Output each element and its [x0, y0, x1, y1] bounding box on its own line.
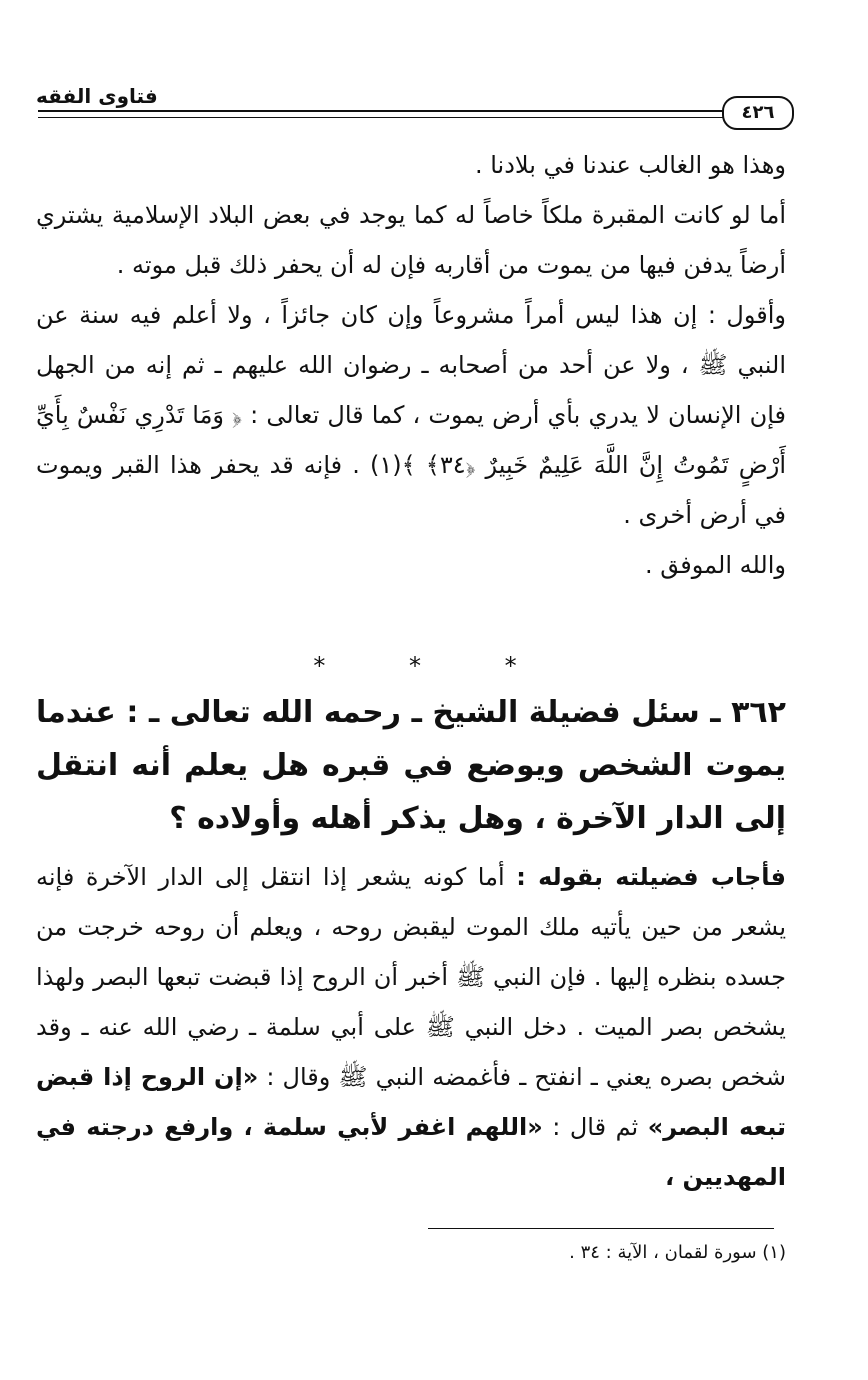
header-rule [38, 110, 724, 112]
paragraph-3: وأقول : إن هذا ليس أمراً مشروعاً وإن كان جائزاً ، ولا أعلم فيه سنة عن النبي ﷺ ، ولا عن أحد من أصحابه ـ رضوان الله عليهم ـ ثم إنه من الجهل فإن الإنسان لا يدري بأي أرض يموت ، كما قال تعالى : ﴿ وَمَا تَدْرِي نَفْسٌ بِأَيِّ أَرْضٍ تَمُوتُ إِنَّ اللَّهَ عَلِيمٌ خَبِيرٌ ﴿٣٤﴾ ﴾(١) . فإنه قد يحفر هذا القبر ويموت في أرض أخرى . [36, 301, 787, 529]
question-heading: ٣٦٢ ـ سئل فضيلة الشيخ ـ رحمه الله تعالى ـ : عندما يموت الشخص ويوضع في قبره هل يعلم أنه انتقل إلى الدار الآخرة ، وهل يذكر أهله وأولاده ؟ [36, 695, 786, 836]
hadith-quote-2: «اللهم اغفر لأبي سلمة ، وارفع درجته في المهديين ، [36, 1113, 786, 1191]
answer-text-2: ثم قال : [542, 1113, 648, 1141]
footnote: (١) سورة لقمان ، الآية : ٣٤ . [569, 1242, 786, 1263]
hadith-quote-1: «إن الروح إذا قبض تبعه البصر» [36, 1063, 787, 1141]
paragraph-4: والله الموفق . [644, 551, 786, 579]
paragraph-2: أما لو كانت المقبرة ملكاً خاصاً له كما يوجد في بعض البلاد الإسلامية يشتري أرضاً يدفن فيها من يموت من أقاربه فإن له أن يحفر ذلك قبل موته . [36, 201, 786, 279]
answer-lead: فأجاب فضيلته بقوله : [516, 863, 786, 891]
section-a [36, 140, 786, 590]
answer-text-1: أما كونه يشعر إذا انتقل إلى الدار الآخرة فإنه يشعر من حين يأتيه ملك الموت ليقبض روحه ، ويعلم أن روحه خرجت من جسده بنظره إليها . فإن النبي ﷺ أخبر أن الروح إذا قبضت تبعها البصر ولهذا يشخص بصر الميت . دخل النبي ﷺ على أبي سلمة ـ رضي الله عنه ـ وقد شخص بصره يعني ـ انفتح ـ فأغمضه النبي ﷺ وقال : [36, 863, 786, 1091]
footnote-rule [428, 1228, 774, 1229]
page-number: ٤٢٦ [722, 96, 794, 130]
answer-paragraph [36, 852, 786, 1202]
section-separator: * * * [313, 652, 555, 680]
header-rule-thin [38, 117, 724, 118]
running-title: فتاوى الفقه [36, 84, 158, 108]
answer-block [36, 852, 786, 1202]
paragraph-1: وهذا هو الغالب عندنا في بلادنا . [474, 151, 786, 179]
